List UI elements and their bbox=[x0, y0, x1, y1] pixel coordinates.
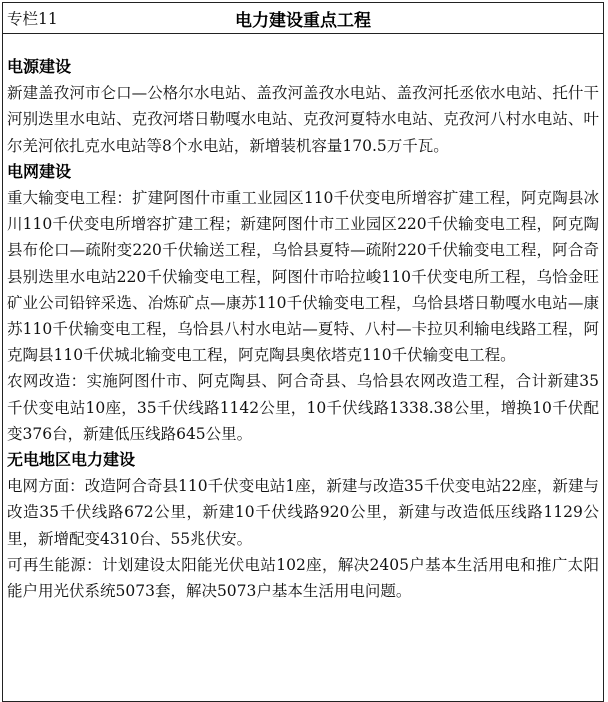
box-header bbox=[3, 3, 603, 34]
box-title: 电力建设重点工程 bbox=[235, 11, 371, 31]
paragraph: 新建盖孜河市仑口—公格尔水电站、盖孜河盖孜水电站、盖孜河托丞依水电站、托什干河别迭里水电站、克孜河塔日勒嘎水电站、克孜河夏特水电站、克孜河八村水电站、叶尔羌河依扎克水电站等8个水电站，新增装机容量170.5万千瓦。 bbox=[7, 84, 599, 155]
section-no-power-areas bbox=[7, 447, 599, 604]
paragraph: 农网改造：实施阿图什市、阿克陶县、阿合奇县、乌恰县农网改造工程，合计新建35千伏变电站10座，35千伏线路1142公里，10千伏线路1338.38公里，增换10千伏配变376台，新建低压线路645公里。 bbox=[7, 372, 599, 443]
box-label: 专栏11 bbox=[7, 10, 58, 28]
box-content bbox=[3, 34, 603, 604]
feature-box bbox=[2, 2, 604, 702]
section-heading: 无电地区电力建设 bbox=[7, 450, 136, 470]
section-heading: 电源建设 bbox=[7, 57, 72, 76]
paragraph: 电网方面：改造阿合奇县110千伏变电站1座，新建与改造35千伏变电站22座，新建与改造35千伏线路672公里，新建10千伏线路920公里，新建与改造低压线路1129公里，新增配变4310台、55兆伏安。 bbox=[7, 477, 599, 548]
section-heading: 电网建设 bbox=[7, 161, 72, 181]
paragraph: 可再生能源：计划建设太阳能光伏电站102座，解决2405户基本生活用电和推广太阳能户用光伏系统5073套，解决5073户基本生活用电问题。 bbox=[7, 555, 599, 601]
section-power-source bbox=[7, 54, 599, 159]
paragraph: 重大输变电工程：扩建阿图什市重工业园区110千伏变电所增容扩建工程，阿克陶县冰川110千伏变电所增容扩建工程；新建阿图什市工业园区220千伏输变电工程，阿克陶县布伦口—疏附变220千伏输送工程，乌恰县夏特—疏附220千伏输变电工程，阿合奇县别迭里水电站220千伏输变电工程，阿图什市哈拉峻110千伏变电所工程，乌恰金旺矿业公司铅锌采选、冶炼矿点—康苏110千伏输变电工程，乌恰县塔日勒嘎水电站—康苏110千伏输变电工程，乌恰县八村水电站—夏特、八村—卡拉贝利输电线路工程，阿克陶县110千伏城北输变电工程，阿克陶县奥依塔克110千伏输变电工程。 bbox=[7, 189, 599, 365]
section-power-grid bbox=[7, 159, 599, 447]
